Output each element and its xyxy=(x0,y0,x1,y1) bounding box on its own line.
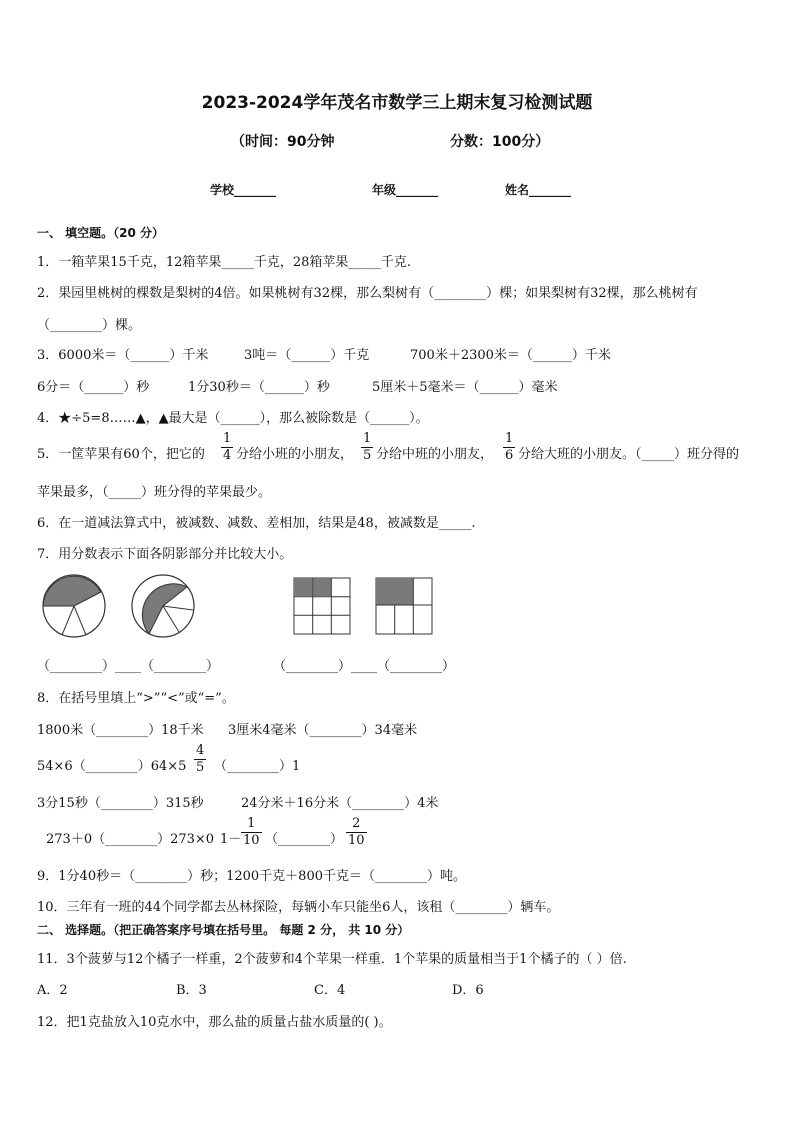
section-2-heading: 二、 选择题。（把正确答案序号填在括号里。 每题 2 分， 共 10 分） xyxy=(37,923,410,937)
fraction-denominator: 10 xyxy=(348,833,365,848)
fraction-denominator: 10 xyxy=(243,833,260,848)
question-3-d: 6分＝（______）秒 xyxy=(37,380,150,395)
question-4: 4．★÷5=8……▲，▲最大是（______），那么被除数是（______）。 xyxy=(37,411,429,426)
grade-field: 年级_______ xyxy=(372,183,439,197)
fraction-one-fifth xyxy=(361,431,373,464)
question-8-r2b: （________）1 xyxy=(214,759,301,774)
fraction-numerator: 1 xyxy=(247,816,256,831)
school-field: 学校_______ xyxy=(210,183,277,197)
question-5-part4: 分给大班的小朋友。（_____）班分得的 xyxy=(518,447,740,462)
question-3-b: 3吨＝（______）千克 xyxy=(244,348,370,363)
section-1-heading: 一、 填空题。（20 分） xyxy=(37,226,165,240)
fraction-four-fifths xyxy=(194,743,206,776)
question-1: 1．一箱苹果15千克，12箱苹果_____千克，28箱苹果_____千克. xyxy=(37,255,412,270)
fraction-numerator: 1 xyxy=(363,431,372,446)
question-8-r1a: 1800米（________）18千米 xyxy=(37,723,204,738)
fraction-one-sixth xyxy=(503,431,515,464)
question-11-option-d: D．6 xyxy=(452,983,484,998)
fraction-numerator: 2 xyxy=(352,816,361,831)
fraction-two-tenths xyxy=(346,816,367,849)
question-7-answers-right: （________）____（________） xyxy=(273,659,456,674)
grid-figure-2 xyxy=(375,577,433,635)
fraction-numerator: 1 xyxy=(223,431,232,446)
question-8-r1b: 3厘米4毫米（________）34毫米 xyxy=(228,723,418,738)
fraction-one-tenth xyxy=(241,816,262,849)
question-5-part1: 5．一筐苹果有60个，把它的 xyxy=(37,447,205,462)
question-10: 10．三年有一班的44个同学都去丛林探险，每辆小车只能坐6人，该租（________）辆车。 xyxy=(37,900,560,915)
question-12: 12．把1克盐放入10克水中，那么盐的质量占盐水质量的( )。 xyxy=(37,1015,392,1030)
question-8-r4b: 1－ xyxy=(220,832,242,847)
question-5-line2: 苹果最多，（_____）班分得的苹果最少。 xyxy=(37,485,272,500)
grid-figure-1 xyxy=(293,577,351,635)
fraction-denominator: 5 xyxy=(196,760,205,775)
question-8: 8．在括号里填上“>”“<”或“=”。 xyxy=(37,691,235,706)
question-3-f: 5厘米＋5毫米＝（______）毫米 xyxy=(372,380,558,395)
question-8-r3b: 24分米＋16分米（________）4米 xyxy=(241,796,439,811)
question-8-r4c: （________） xyxy=(265,832,344,847)
fraction-numerator: 4 xyxy=(196,743,205,758)
question-3-e: 1分30秒＝（______）秒 xyxy=(188,380,330,395)
question-11-option-a: A．2 xyxy=(37,983,68,998)
question-11: 11．3个菠萝与12个橘子一样重，2个菠萝和4个苹果一样重．1个苹果的质量相当于1个橘子的（ ）倍. xyxy=(37,952,627,967)
exam-score: 分数：100分） xyxy=(450,134,550,150)
question-8-r2a: 54×6（________）64×5 xyxy=(37,759,187,774)
pie-figure-2 xyxy=(129,572,197,640)
fraction-denominator: 6 xyxy=(505,448,514,463)
question-2-line2: （________）棵。 xyxy=(37,318,142,333)
question-8-r3a: 3分15秒（________）315秒 xyxy=(37,796,204,811)
name-field: 姓名_______ xyxy=(505,183,572,197)
question-7-answers-left: （________）____（________） xyxy=(37,659,220,674)
question-7: 7．用分数表示下面各阴影部分并比较大小。 xyxy=(37,547,293,562)
question-11-option-b: B．3 xyxy=(176,983,207,998)
question-5-part2: 分给小班的小朋友， xyxy=(236,447,354,462)
exam-time: （时间：90分钟 xyxy=(231,134,335,150)
fraction-denominator: 4 xyxy=(223,448,232,463)
question-11-option-c: C．4 xyxy=(314,983,346,998)
question-3-a: 3．6000米＝（______）千米 xyxy=(37,348,209,363)
question-6: 6．在一道减法算式中，被减数、减数、差相加，结果是48，被减数是_____. xyxy=(37,516,476,531)
question-9: 9．1分40秒＝（________）秒；1200千克＋800千克＝（________）吨。 xyxy=(37,869,466,884)
question-5-part3: 分给中班的小朋友， xyxy=(376,447,494,462)
fraction-denominator: 5 xyxy=(363,448,372,463)
pie-figure-1 xyxy=(40,572,108,640)
question-3-c: 700米＋2300米＝（______）千米 xyxy=(410,348,611,363)
fraction-numerator: 1 xyxy=(505,431,514,446)
fraction-one-quarter xyxy=(221,431,233,464)
exam-title: 2023-2024学年茂名市数学三上期末复习检测试题 xyxy=(201,93,593,113)
question-2-line1: 2．果园里桃树的棵数是梨树的4倍。如果桃树有32棵，那么梨树有（________）棵；如果梨树有32棵，那么桃树有 xyxy=(37,286,698,301)
question-8-r4a: 273＋0（________）273×0 xyxy=(46,832,215,847)
